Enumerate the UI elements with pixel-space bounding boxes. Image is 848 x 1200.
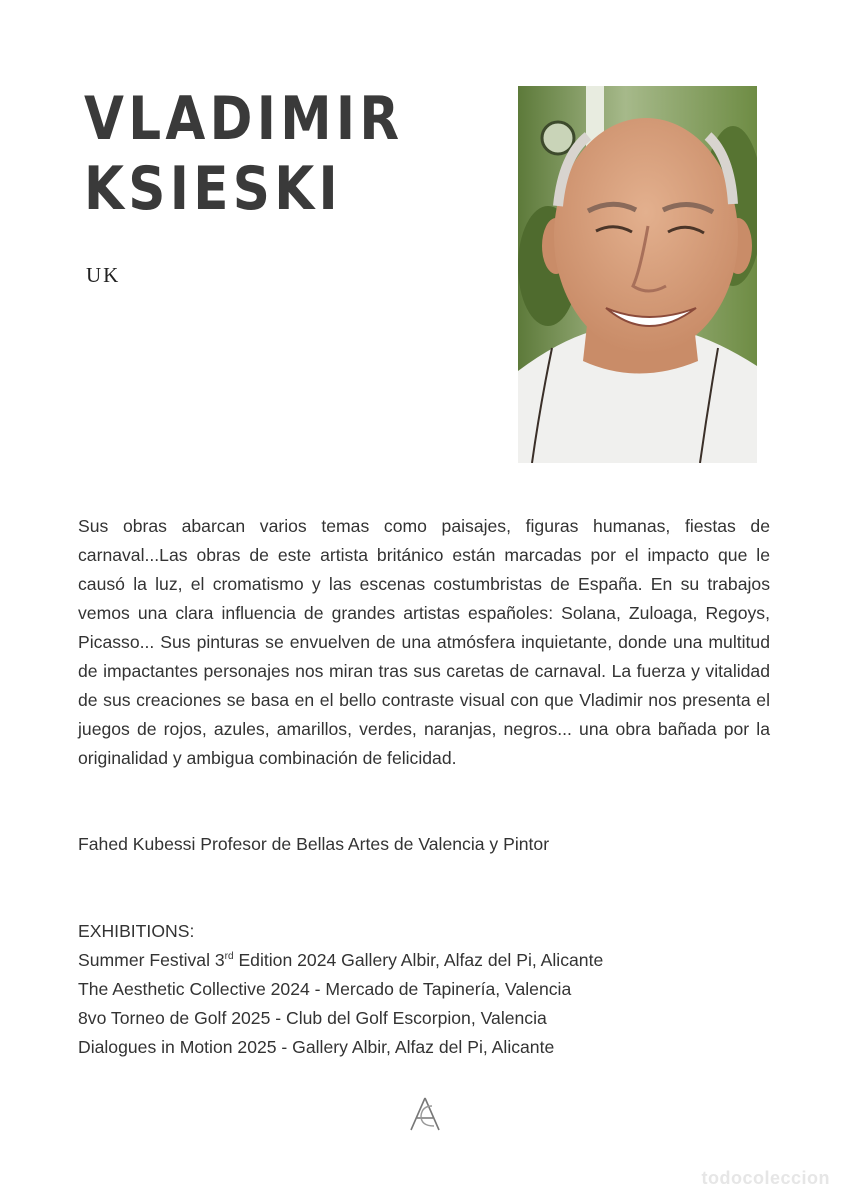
artist-first-name: VLADIMIR — [84, 84, 404, 154]
logo-icon — [408, 1096, 442, 1132]
biography-signature: Fahed Kubessi Profesor de Bellas Artes de Valencia y Pintor — [78, 834, 550, 854]
exhibitions-list — [78, 946, 603, 1062]
artist-country: UK — [86, 263, 121, 287]
exhibition-item: The Aesthetic Collective 2024 - Mercado de Tapinería, Valencia — [78, 979, 572, 999]
portrait-photo — [518, 86, 757, 463]
exhibitions-heading: EXHIBITIONS: — [78, 921, 195, 941]
letter-a-monogram-logo — [408, 1096, 442, 1132]
artist-name — [84, 84, 403, 224]
watermark: todocoleccion — [701, 1168, 830, 1188]
portrait-photo-icon — [518, 86, 757, 463]
artist-biography: Sus obras abarcan varios temas como paisajes, figuras humanas, fiestas de carnaval...Las obras de este artista británico están marcadas por el impacto que le causó la luz, el cromatismo y las escenas costumbristas de España. En su trabajos vemos una clara influencia de grandes artistas españoles: Solana, Zuloaga, Regoys, Picasso... Sus pinturas se envuelven de una atmósfera inquietante, donde una multitud de impactantes personajes nos miran tras sus caretas de carnaval. La fuerza y vitalidad de sus creaciones se basa en el bello contraste visual con que Vladimir nos presenta el juegos de rojos, azules, amarillos, verdes, naranjas, negros... una obra bañada por la originalidad y ambigua combinación de felicidad. — [78, 516, 770, 768]
exhibition-item: Dialogues in Motion 2025 - Gallery Albir, Alfaz del Pi, Alicante — [78, 1037, 555, 1057]
exhibition-item: 8vo Torneo de Golf 2025 - Club del Golf Escorpion, Valencia — [78, 1008, 547, 1028]
artist-last-name: KSIESKI — [84, 154, 343, 224]
exhibition-item: Summer Festival 3rd Edition 2024 Gallery Albir, Alfaz del Pi, Alicante — [78, 950, 604, 970]
